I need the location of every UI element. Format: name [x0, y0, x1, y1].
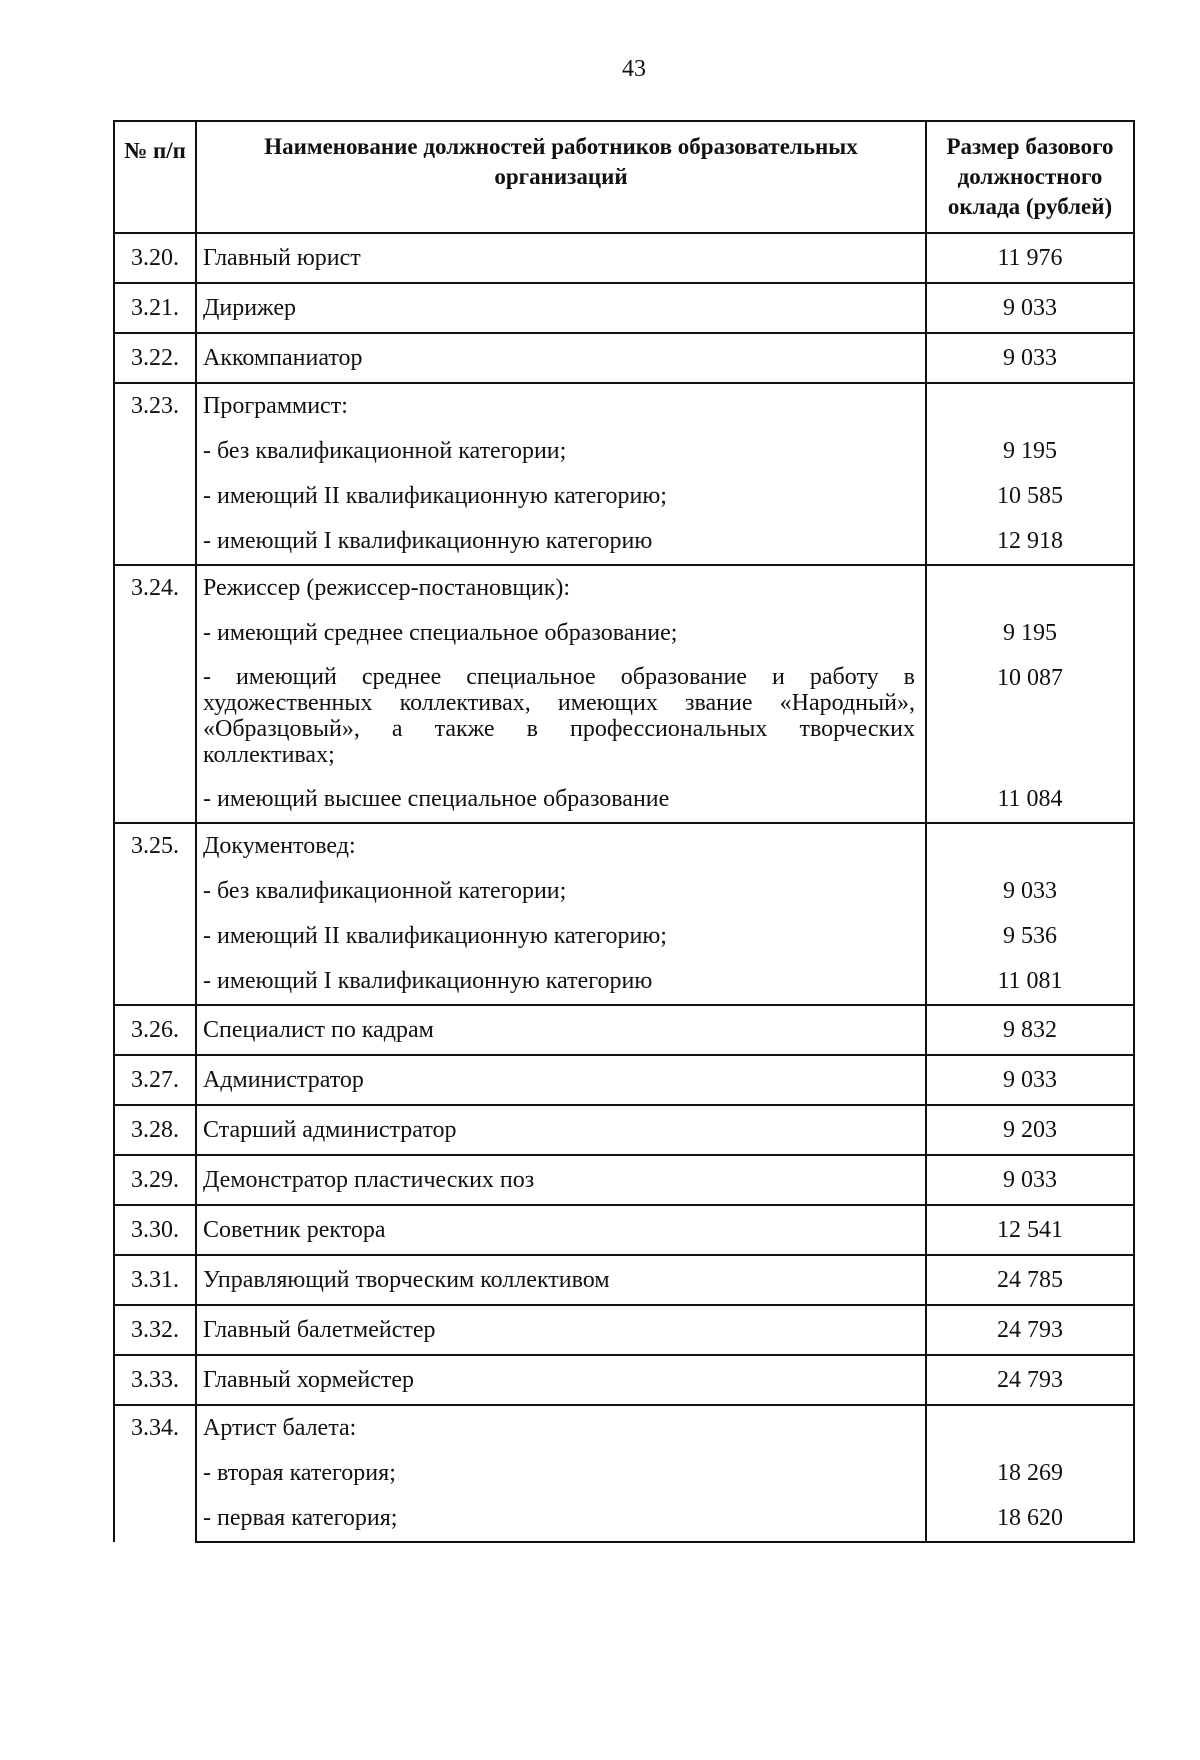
salary-value: 9 536	[926, 914, 1134, 959]
salary-value: 18 269	[926, 1451, 1134, 1496]
table-row	[114, 1496, 1134, 1542]
position-name: Дирижер	[196, 283, 926, 333]
table-row	[114, 1255, 1134, 1305]
header-salary: Размер базового должностного оклада (рублей)	[926, 121, 1134, 233]
row-number: 3.30.	[114, 1205, 196, 1255]
salary-value: 9 832	[926, 1005, 1134, 1055]
position-name: Главный хормейстер	[196, 1355, 926, 1405]
position-name: - первая категория;	[196, 1496, 926, 1542]
position-name: - имеющий среднее специальное образование;	[196, 611, 926, 656]
position-name: - без квалификационной категории;	[196, 869, 926, 914]
salary-value: 24 785	[926, 1255, 1134, 1305]
position-name: Документовед:	[196, 823, 926, 869]
position-name: Режиссер (режиссер-постановщик):	[196, 565, 926, 611]
page-number: 43	[622, 56, 646, 82]
salary-value: 9 033	[926, 1155, 1134, 1205]
salary-value: 18 620	[926, 1496, 1134, 1542]
salary-value: 9 033	[926, 1055, 1134, 1105]
salary-value: 9 033	[926, 869, 1134, 914]
salary-value: 10 585	[926, 474, 1134, 519]
position-name: Управляющий творческим коллективом	[196, 1255, 926, 1305]
row-number: 3.34.	[114, 1405, 196, 1542]
salary-value: 12 918	[926, 519, 1134, 565]
table-row	[114, 1451, 1134, 1496]
row-number: 3.23.	[114, 383, 196, 565]
position-name: - без квалификационной категории;	[196, 429, 926, 474]
table-row	[114, 474, 1134, 519]
table-row	[114, 1155, 1134, 1205]
table-row	[114, 914, 1134, 959]
row-number: 3.20.	[114, 233, 196, 283]
position-name: Администратор	[196, 1055, 926, 1105]
table-row	[114, 429, 1134, 474]
table-row	[114, 565, 1134, 611]
salary-value	[926, 1405, 1134, 1451]
position-name: - имеющий II квалификационную категорию;	[196, 914, 926, 959]
table-row	[114, 1305, 1134, 1355]
table-row	[114, 611, 1134, 656]
table-row	[114, 1055, 1134, 1105]
salary-value	[926, 565, 1134, 611]
row-number: 3.21.	[114, 283, 196, 333]
row-number: 3.24.	[114, 565, 196, 823]
table-row	[114, 777, 1134, 823]
salary-value: 10 087	[926, 656, 1134, 777]
table-row	[114, 959, 1134, 1005]
table-row	[114, 656, 1134, 777]
position-name: - имеющий II квалификационную категорию;	[196, 474, 926, 519]
salary-value	[926, 823, 1134, 869]
row-number: 3.26.	[114, 1005, 196, 1055]
row-number: 3.28.	[114, 1105, 196, 1155]
table-row	[114, 823, 1134, 869]
row-number: 3.22.	[114, 333, 196, 383]
position-name: - вторая категория;	[196, 1451, 926, 1496]
table-header-row	[114, 121, 1134, 233]
row-number: 3.32.	[114, 1305, 196, 1355]
table-row	[114, 383, 1134, 429]
table-row	[114, 1405, 1134, 1451]
table-body	[114, 233, 1134, 1542]
header-position-name: Наименование должностей работников образовательных организаций	[196, 121, 926, 233]
table-row	[114, 1105, 1134, 1155]
salary-value: 9 195	[926, 611, 1134, 656]
table-row	[114, 1205, 1134, 1255]
salary-value	[926, 383, 1134, 429]
salary-value: 9 203	[926, 1105, 1134, 1155]
position-name: Старший администратор	[196, 1105, 926, 1155]
table-row	[114, 333, 1134, 383]
salary-value: 24 793	[926, 1305, 1134, 1355]
table-row	[114, 519, 1134, 565]
row-number: 3.33.	[114, 1355, 196, 1405]
position-name: Артист балета:	[196, 1405, 926, 1451]
position-name: Демонстратор пластических поз	[196, 1155, 926, 1205]
position-name: Аккомпаниатор	[196, 333, 926, 383]
position-name: - имеющий среднее специальное образование и работу в художественных коллективах, имеющих звание «Народный», «Образцовый», а также в профессиональных творческих коллективах;	[196, 656, 926, 777]
table-row	[114, 283, 1134, 333]
table-row	[114, 869, 1134, 914]
position-name: - имеющий I квалификационную категорию	[196, 519, 926, 565]
position-name: - имеющий высшее специальное образование	[196, 777, 926, 823]
salary-value: 9 195	[926, 429, 1134, 474]
salary-value: 9 033	[926, 333, 1134, 383]
row-number: 3.27.	[114, 1055, 196, 1105]
table-row	[114, 1005, 1134, 1055]
row-number: 3.29.	[114, 1155, 196, 1205]
table-row	[114, 1355, 1134, 1405]
position-name: Программист:	[196, 383, 926, 429]
salary-value: 11 084	[926, 777, 1134, 823]
salary-value: 9 033	[926, 283, 1134, 333]
row-number: 3.31.	[114, 1255, 196, 1305]
position-name: Главный балетмейстер	[196, 1305, 926, 1355]
position-name: Советник ректора	[196, 1205, 926, 1255]
salary-value: 12 541	[926, 1205, 1134, 1255]
header-number: № п/п	[114, 121, 196, 233]
position-name: Главный юрист	[196, 233, 926, 283]
salary-value: 11 976	[926, 233, 1134, 283]
salary-value: 11 081	[926, 959, 1134, 1005]
salary-value: 24 793	[926, 1355, 1134, 1405]
position-name: - имеющий I квалификационную категорию	[196, 959, 926, 1005]
salary-table	[113, 120, 1135, 1543]
position-name: Специалист по кадрам	[196, 1005, 926, 1055]
row-number: 3.25.	[114, 823, 196, 1005]
table-row	[114, 233, 1134, 283]
